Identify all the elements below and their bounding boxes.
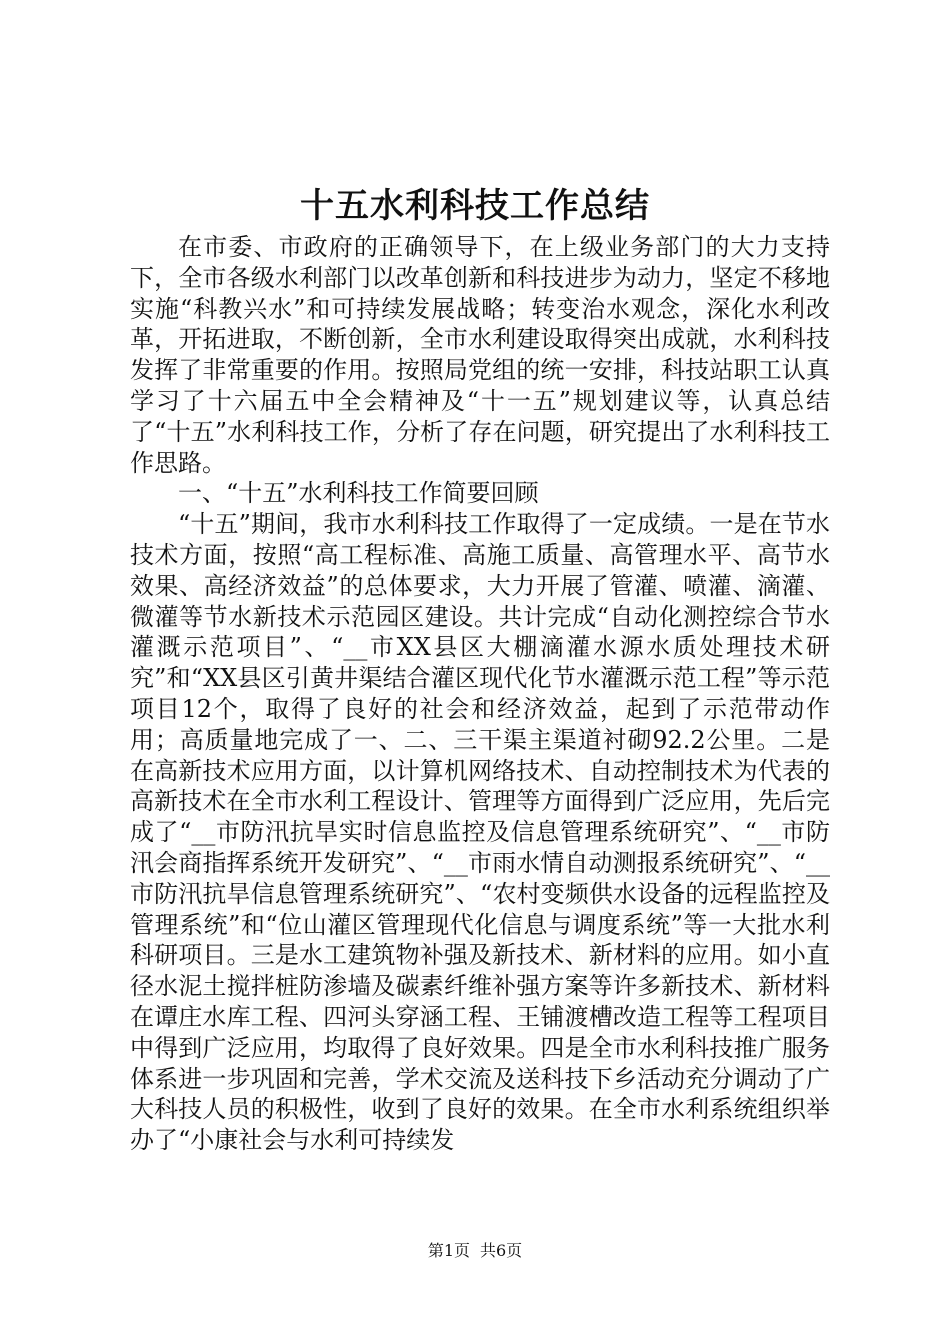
page-footer: [0, 1240, 950, 1262]
page-total: 共6页: [480, 1241, 523, 1260]
intro-paragraph: 在市委、市政府的正确领导下，在上级业务部门的大力支持下，全市各级水利部门以改革创新和科技进步为动力，坚定不移地实施“科教兴水”和可持续发展战略；转变治水观念，深化水利改革，开拓进取，不断创新，全市水利建设取得突出成就，水利科技发挥了非常重要的作用。按照局党组的统一安排，科技站职工认真学习了十六届五中全会精神及“十一五”规划建议等，认真总结了“十五”水利科技工作，分析了存在问题，研究提出了水利科技工作思路。: [130, 233, 830, 477]
section-heading: 一、“十五”水利科技工作简要回顾: [178, 479, 539, 508]
review-paragraph: “十五”期间，我市水利科技工作取得了一定成绩。一是在节水技术方面，按照“高工程标准、高施工质量、高管理水平、高节水效果、高经济效益”的总体要求，大力开展了管灌、喷灌、滴灌、微灌等节水新技术示范园区建设。共计完成“自动化测控综合节水灌溉示范项目”、“__市XX县区大棚滴灌水源水质处理技术研究”和“XX县区引黄井渠结合灌区现代化节水灌溉示范工程”等示范项目12个，取得了良好的社会和经济效益，起到了示范带动作用；高质量地完成了一、二、三干渠主渠道衬砌92.2公里。二是在高新技术应用方面，以计算机网络技术、自动控制技术为代表的高新技术在全市水利工程设计、管理等方面得到广泛应用，先后完成了“__市防汛抗旱实时信息监控及信息管理系统研究”、“__市防汛会商指挥系统开发研究”、“__市雨水情自动测报系统研究”、“__市防汛抗旱信息管理系统研究”、“农村变频供水设备的远程监控及管理系统”和“位山灌区管理现代化信息与调度系统”等一大批水利科研项目。三是水工建筑物补强及新技术、新材料的应用。如小直径水泥土搅拌桩防渗墙及碳素纤维补强方案等许多新技术、新材料在谭庄水库工程、四河头穿涵工程、王铺渡槽改造工程等工程项目中得到广泛应用，均取得了良好效果。四是全市水利科技推广服务体系进一步巩固和完善，学术交流及送科技下乡活动充分调动了广大科技人员的积极性，收到了良好的效果。在全市水利系统组织举办了“小康社会与水利可持续发: [130, 510, 830, 1155]
document-title: 十五水利科技工作总结: [300, 186, 650, 226]
document-body: [130, 232, 830, 1156]
page-number: 第1页: [427, 1241, 470, 1260]
